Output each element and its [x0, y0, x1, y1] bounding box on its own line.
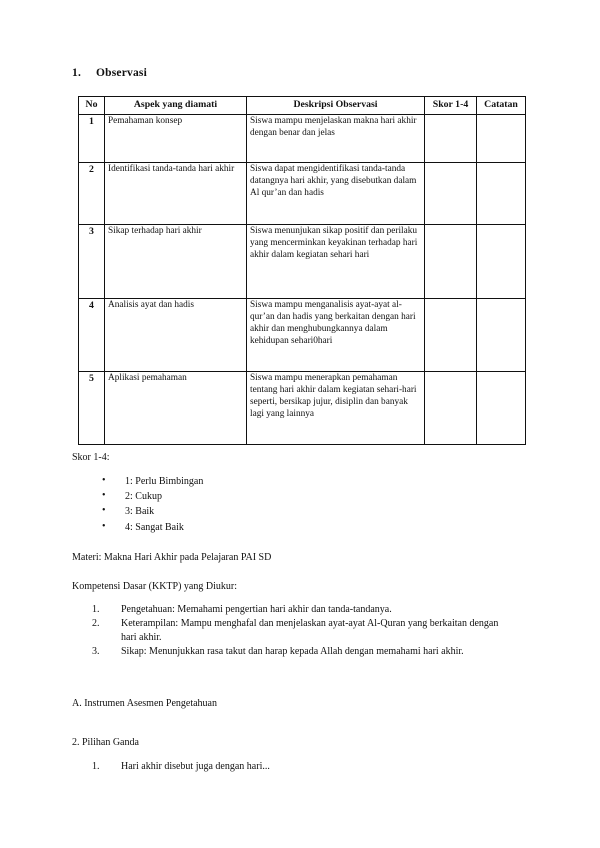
- list-item: • 3: Baik: [98, 504, 203, 519]
- cell-catatan[interactable]: [477, 225, 526, 299]
- skor-legend-list: [98, 474, 203, 535]
- list-marker: 1.: [92, 761, 100, 772]
- cell-aspek: Analisis ayat dan hadis: [105, 299, 247, 372]
- observation-table: [78, 96, 526, 445]
- table-row: [79, 299, 526, 372]
- materi-line: Materi: Makna Hari Akhir pada Pelajaran PAI SD: [72, 552, 272, 563]
- list-item: • 4: Sangat Baik: [98, 520, 203, 535]
- column-header-aspek: Aspek yang diamati: [105, 97, 247, 115]
- column-header-deskripsi: Deskripsi Observasi: [247, 97, 425, 115]
- cell-deskripsi: Siswa dapat mengidentifikasi tanda-tanda datangnya hari akhir, yang disebutkan dalam Al qur’an dan hadis: [247, 163, 425, 225]
- heading-text: Observasi: [96, 67, 147, 79]
- kompetensi-label: Kompetensi Dasar (KKTP) yang Diukur:: [72, 581, 237, 592]
- cell-catatan[interactable]: [477, 115, 526, 163]
- cell-aspek: Aplikasi pemahaman: [105, 372, 247, 445]
- cell-skor[interactable]: [425, 299, 477, 372]
- skor-label: Skor 1-4:: [72, 452, 110, 463]
- cell-deskripsi: Siswa mampu menganalisis ayat-ayat al-qur’an dan hadis yang berkaitan dengan hari akhir dan menghubungkannya dalam kehidupan sehari0hari: [247, 299, 425, 372]
- kompetensi-list: [92, 603, 510, 659]
- heading-number: 1.: [72, 67, 82, 79]
- cell-no: 2: [79, 163, 105, 225]
- cell-skor[interactable]: [425, 115, 477, 163]
- cell-aspek: Pemahaman konsep: [105, 115, 247, 163]
- cell-aspek: Identifikasi tanda-tanda hari akhir: [105, 163, 247, 225]
- section-heading-observasi: [72, 67, 147, 79]
- list-item-text: Keterampilan: Mampu menghafal dan menjelaskan ayat-ayat Al-Quran yang berkaitan dengan hari akhir.: [121, 618, 499, 643]
- column-header-catatan: Catatan: [477, 97, 526, 115]
- cell-aspek: Sikap terhadap hari akhir: [105, 225, 247, 299]
- table-row: [79, 115, 526, 163]
- cell-deskripsi: Siswa menunjukan sikap positif dan perilaku yang mencerminkan keyakinan terhadap hari akhir dalam kegiatan sehari hari: [247, 225, 425, 299]
- list-marker: 2.: [92, 618, 100, 630]
- cell-deskripsi: Siswa mampu menjelaskan makna hari akhir dengan benar dan jelas: [247, 115, 425, 163]
- list-item-text: Pengetahuan: Memahami pengertian hari akhir dan tanda-tandanya.: [121, 604, 392, 615]
- cell-catatan[interactable]: [477, 163, 526, 225]
- list-item: [92, 617, 510, 644]
- question-list: [92, 760, 510, 774]
- list-item: • 1: Perlu Bimbingan: [98, 474, 203, 489]
- cell-catatan[interactable]: [477, 299, 526, 372]
- section-2-heading: 2. Pilihan Ganda: [72, 737, 139, 748]
- table-row: [79, 225, 526, 299]
- cell-catatan[interactable]: [477, 372, 526, 445]
- table-row: [79, 163, 526, 225]
- cell-skor[interactable]: [425, 372, 477, 445]
- list-marker: 1.: [92, 604, 100, 615]
- cell-deskripsi: Siswa mampu menerapkan pemahaman tentang hari akhir dalam kegiatan sehari-hari seperti, bersikap jujur, disiplin dan banyak lagi yang lainnya: [247, 372, 425, 445]
- question-text: Hari akhir disebut juga dengan hari...: [121, 761, 270, 772]
- cell-no: 5: [79, 372, 105, 445]
- cell-skor[interactable]: [425, 163, 477, 225]
- list-item: [92, 645, 510, 659]
- list-item: [92, 760, 510, 774]
- cell-no: 3: [79, 225, 105, 299]
- table-row: [79, 372, 526, 445]
- list-item: [92, 603, 510, 617]
- cell-skor[interactable]: [425, 225, 477, 299]
- list-marker: 3.: [92, 645, 100, 657]
- cell-no: 1: [79, 115, 105, 163]
- table-header-row: [79, 97, 526, 115]
- column-header-no: No: [79, 97, 105, 115]
- column-header-skor: Skor 1-4: [425, 97, 477, 115]
- list-item: • 2: Cukup: [98, 489, 203, 504]
- cell-no: 4: [79, 299, 105, 372]
- section-a-heading: A. Instrumen Asesmen Pengetahuan: [72, 698, 217, 709]
- list-item-text: Sikap: Menunjukkan rasa takut dan harap kepada Allah dengan memahami hari akhir.: [121, 645, 464, 657]
